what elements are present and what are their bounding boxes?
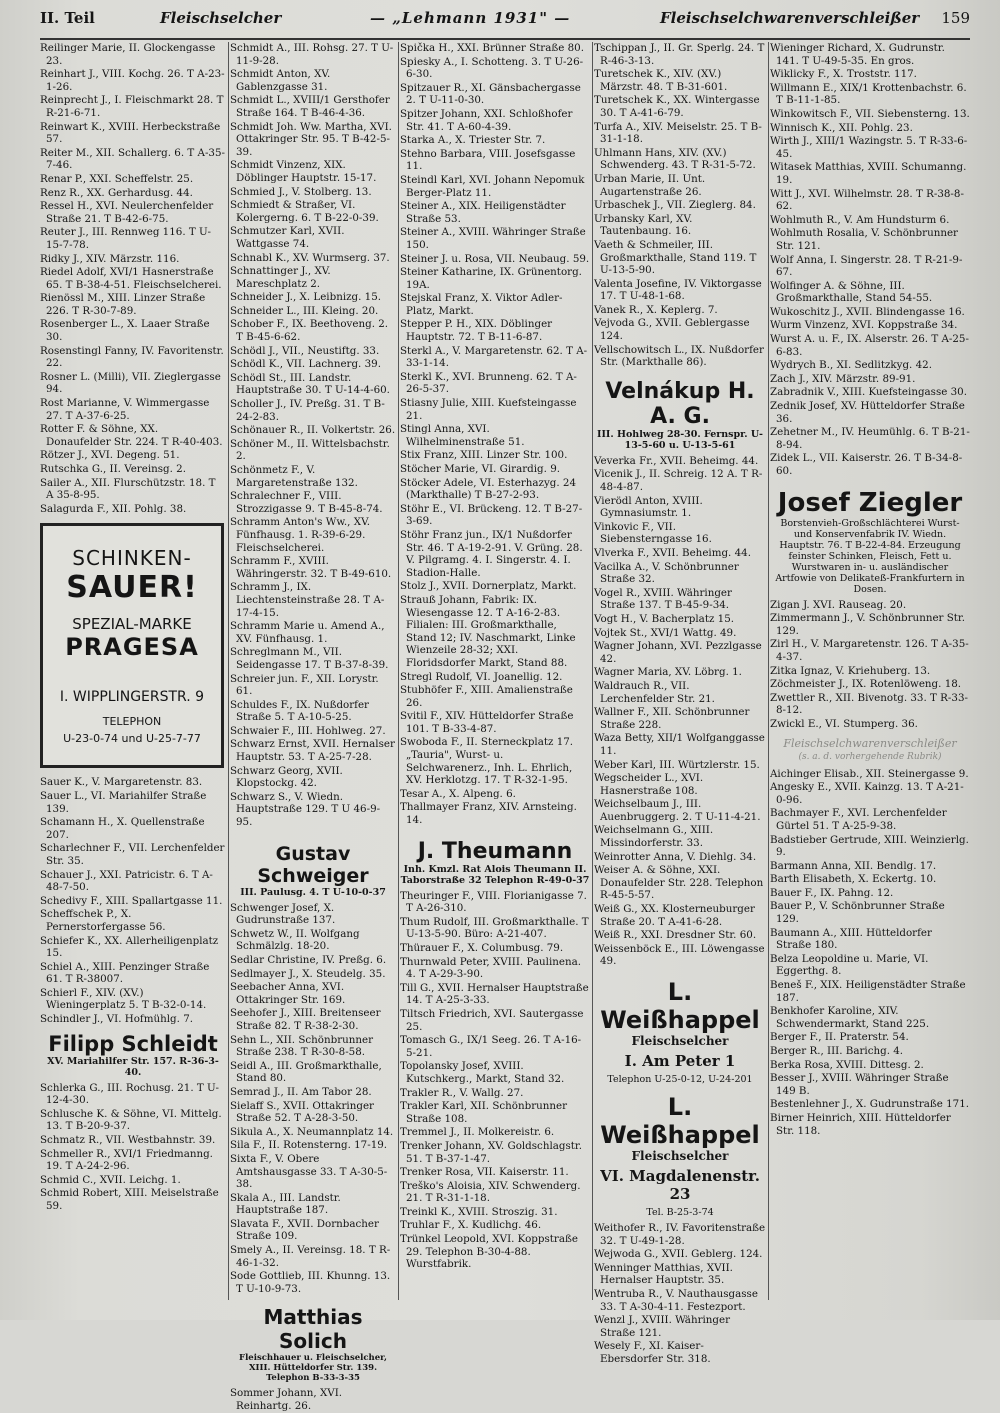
directory-entry: Zidek L., VII. Kaiserstr. 26. T B-34-8-60.: [770, 452, 963, 477]
directory-entry: Belza Leopoldine u. Marie, VI. Eggerthg. 8.: [770, 952, 929, 978]
page-header: [40, 6, 970, 36]
directory-entry: Urbaschek J., VII. Zieglerg. 84.: [594, 199, 756, 212]
directory-entry: Schmiedt & Straßer, VI. Kolergerng. 6. T B-22-0-39.: [230, 199, 379, 224]
directory-entry: Smely A., II. Vereinsg. 18. T R-46-1-32.: [230, 1244, 391, 1269]
directory-entry: Schamann H., X. Quellenstraße 207.: [40, 816, 205, 841]
directory-entry: Rienössl M., XIII. Linzer Straße 226. T R-30-7-89.: [40, 292, 206, 317]
directory-entry: Steiner J. u. Rosa, VII. Neubaug. 59.: [400, 252, 590, 265]
directory-entry: Salagurda F., XII. Pohlg. 38.: [40, 502, 187, 515]
directory-entry: Vogel R., XVIII. Währinger Straße 137. T B-45-9-34.: [594, 586, 732, 612]
column-5: [770, 42, 970, 1310]
directory-entry: Schnattinger J., XV. Mareschplatz 2.: [230, 265, 331, 290]
ad-weisshappel-1-phone: Telephon U-25-0-12, U-24-201: [607, 1074, 753, 1085]
directory-entry: Swoboda F., II. Sterneckplatz 17. „Tauria", Wurst- u. Selchwarenerz., Inh. L. Ehrlich, XV. Herklotzg. 17. T R-32-1-95.: [400, 736, 574, 787]
directory-entry: Birner Heinrich, XIII. Hütteldorfer Str. 118.: [770, 1111, 951, 1137]
ad-weisshappel-1-name: L. Weißhappel: [600, 978, 760, 1034]
directory-entry: Zöchmeister J., IX. Rotenlöweng. 18.: [770, 678, 962, 691]
directory-entry: Vierödl Anton, XVIII. Gymnasiumstr. 1.: [594, 494, 703, 520]
directory-entry: Stingl Anna, XVI. Wilhelminenstraße 51.: [400, 423, 525, 448]
directory-entry: Treinkl K., XVIII. Stroszig. 31.: [400, 1205, 558, 1218]
directory-entry: Valenta Josefine, IV. Viktorgasse 17. T U-48-1-68.: [594, 277, 762, 303]
directory-entry: Reuter J., III. Rennweg 116. T U-15-7-78.: [40, 226, 211, 251]
ad-line: SPEZIAL-MARKE: [72, 615, 192, 634]
directory-entry: Benkhofer Karoline, XIV. Schwendermarkt, Stand 225.: [770, 1005, 930, 1030]
directory-entry: Weichselmann G., XIII. Missindorferstr. 33.: [594, 824, 714, 850]
directory-entry: Schwarz Georg, XVII. Klopstockg. 42.: [230, 764, 343, 790]
ad-weisshappel-2-address: VI. Magdalenenstr. 23: [600, 1167, 760, 1203]
directory-entry: Sauer L., VI. Mariahilfer Straße 139.: [40, 789, 207, 815]
ad-solich-name: Matthias Solich: [263, 1305, 363, 1354]
directory-entry: Winnisch K., XII. Pohlg. 23.: [770, 121, 913, 134]
directory-entry: Schreier jun. F., XII. Lorystr. 61.: [230, 672, 379, 698]
directory-entry: Trakler R., V. Wallg. 27.: [400, 1086, 524, 1099]
directory-entry: Wentruba R., V. Nauthausgasse 33. T A-30-4-11. Festezport.: [594, 1287, 758, 1313]
directory-entry: Tremmel J., II. Molkereistr. 6.: [400, 1126, 555, 1139]
directory-entry: Reiter M., XII. Schallerg. 6. T A-35-7-46.: [40, 146, 226, 172]
directory-entry: Tesar A., X. Alpeng. 6.: [400, 787, 516, 800]
directory-entry: Trenker Johann, XV. Goldschlagstr. 51. T B-37-1-47.: [400, 1139, 582, 1165]
directory-entry: Reinprecht J., I. Fleischmarkt 28. T R-21-6-71.: [40, 94, 224, 119]
directory-entry: Stix Franz, XIII. Linzer Str. 100.: [400, 449, 568, 462]
directory-entry: Schauer J., XXI. Patricistr. 6. T A-48-7-50.: [40, 868, 213, 894]
directory-entry: Barth Elisabeth, X. Eckertg. 10.: [770, 873, 937, 886]
ad-weisshappel-1-address: I. Am Peter 1: [624, 1052, 736, 1070]
directory-entry: Seebacher Anna, XVI. Ottakringer Str. 169.: [230, 981, 346, 1006]
directory-entry: Spička H., XXI. Brünner Straße 80.: [400, 42, 584, 54]
directory-entry: Weissenböck E., III. Löwengasse 49.: [594, 942, 765, 968]
directory-entry: Schedivy F., XIII. Spallartgasse 11.: [40, 894, 223, 907]
directory-entry: Ridky J., XIV. Märzstr. 116.: [40, 252, 180, 265]
directory-entry: Slavata F., XVII. Dornbacher Straße 109.: [230, 1217, 379, 1243]
directory-entry: Rosner L. (Milli), VII. Zieglergasse 94.: [40, 370, 221, 396]
directory-entry: Thürauer F., X. Columbusg. 79.: [400, 942, 564, 954]
directory-entry: Wegscheider L., XVI. Hasnerstraße 108.: [594, 772, 704, 797]
ad-weisshappel-2-phone: Tel. B-25-3-74: [646, 1207, 714, 1218]
header-rule: [40, 38, 970, 40]
ad-line: SAUER!: [66, 570, 198, 606]
directory-entry: Stepper P. H., XIX. Döblinger Hauptstr. 72. T B-11-6-87.: [400, 318, 553, 344]
directory-entry: Stehno Barbara, VIII. Josefsgasse 11.: [400, 147, 576, 173]
directory-entry: Schödl J., VII., Neustiftg. 33.: [230, 344, 380, 357]
directory-entry: Ressel H., XVI. Neulerchenfelder Straße 21. T B-42-6-75.: [40, 200, 214, 225]
directory-entry: Badstieber Gertrude, XIII. Weinzierlg. 9.: [770, 833, 969, 859]
ad-line: TELEPHON: [102, 715, 162, 729]
directory-entry: Renz R., XX. Gerhardusg. 44.: [40, 186, 193, 199]
directory-entry: Theuringer F., VIII. Florianigasse 7. T A-26-310.: [400, 889, 587, 915]
ad-schweiger-address: III. Paulusg. 4. T U-10-0-37: [240, 886, 386, 898]
directory-entry: Sixta F., V. Obere Amtshausgasse 33. T A-30-5-38.: [230, 1152, 388, 1191]
directory-entry: Sikula A., X. Neumannplatz 14.: [230, 1125, 394, 1138]
directory-entry: Berka Rosa, XVIII. Dittesg. 2.: [770, 1058, 924, 1071]
ad-theumann-address: Inh. Kmzl. Rat Alois Theumann II. Taborstraße 32 Telephon R-49-0-37: [400, 863, 590, 886]
directory-entry: Wagner Johann, XVI. Pezzlgasse 42.: [594, 640, 762, 665]
column-1: [40, 42, 226, 1310]
directory-entry: Schuldes F., IX. Nußdorfer Straße 5. T A-10-5-25.: [230, 698, 369, 724]
directory-entry: Spitzauer R., XI. Gänsbachergasse 2. T U-11-0-30.: [400, 81, 581, 107]
page-number: 159: [941, 9, 970, 27]
directory-entry: Stolz J., XVII. Dornerplatz, Markt.: [400, 580, 577, 593]
directory-entry: Schramm J., IX. Liechtensteinstraße 28. T A-17-4-15.: [230, 581, 385, 619]
directory-entry: Stöhr E., VI. Brückeng. 12. T B-27-3-69.: [400, 502, 583, 528]
directory-entry: Zirl H., V. Margaretenstr. 126. T A-35-4-37.: [770, 638, 969, 663]
directory-entry: Stöcher Marie, VI. Girardig. 9.: [400, 463, 561, 475]
directory-entry: Weichselbaum J., III. Auenbruggerg. 2. T U-11-4-21.: [594, 798, 761, 823]
directory-entry: Schober F., IX. Beethoveng. 2. T B-45-6-62.: [230, 318, 389, 344]
directory-entry: Vogt H., V. Bacherplatz 15.: [594, 612, 735, 625]
directory-entry: Schöner M., II. Wittelsbachstr. 2.: [230, 437, 390, 463]
directory-entry: Vaeth & Schmeiler, III. Großmarkthalle, Stand 119. T U-13-5-90.: [594, 238, 757, 277]
ad-weisshappel-2-trade: Fleischselcher: [631, 1149, 729, 1163]
directory-entry: Beneš F., XIX. Heiligenstädter Straße 187.: [770, 979, 966, 1004]
directory-entry: Vacilka A., V. Schönbrunner Straße 32.: [594, 560, 739, 586]
directory-entry: Berger F., II. Praterstr. 54.: [770, 1031, 909, 1044]
directory-entry: Schmied J., V. Stolberg. 13.: [230, 185, 372, 198]
directory-entry: Seehofer J., XIII. Breitenseer Straße 82. T R-38-2-30.: [230, 1007, 381, 1032]
directory-entry: Stöhr Franz jun., IX/1 Nußdorfer Str. 46. T A-19-2-91. V. Grüng. 28. V. Pilgramg. 4. I. Singerstr. 4. I. Stadion-Halle.: [400, 528, 583, 579]
directory-entry: Stejskal Franz, X. Viktor Adler-Platz, Markt.: [400, 292, 563, 317]
directory-entry: Winkowitsch F., VII. Siebensterng. 13.: [770, 107, 970, 120]
directory-entry: Sode Gottlieb, III. Khunng. 13. T U-10-9-73.: [230, 1270, 391, 1295]
directory-entry: Rutschka G., II. Vereinsg. 2.: [40, 463, 186, 475]
directory-entry: Vojtek St., XVI/1 Wattg. 49.: [594, 626, 737, 639]
directory-entry: Steiner Katharine, IX. Grünentorg. 19A.: [400, 266, 582, 291]
directory-entry: Schneider J., X. Leibnizg. 15.: [230, 291, 382, 304]
directory-entry: Zwettler R., XII. Bivenotg. 33. T R-33-8-12.: [770, 691, 968, 717]
directory-entry: Schödl K., VII. Lachnerg. 39.: [230, 358, 381, 371]
directory-entry: Aichinger Elisab., XII. Steinergasse 9.: [770, 767, 969, 780]
directory-entry: Schwenger Josef, X. Gudrunstraße 137.: [230, 901, 336, 927]
directory-entry: Thallmayer Franz, XIV. Arnsteing. 14.: [400, 801, 577, 827]
directory-entry: Starka A., X. Triester Str. 7.: [400, 134, 546, 147]
ad-solich-address: Fleischhauer u. Fleischselcher, XIII. Hütteldorfer Str. 139. Telephon B-33-3-35: [239, 1353, 387, 1384]
directory-entry: Willmann E., XIX/1 Krottenbachstr. 6. T B-11-1-85.: [770, 81, 967, 107]
directory-entry: Zednik Josef, XV. Hütteldorfer Straße 36.: [770, 400, 965, 425]
directory-entry: Rotter F. & Söhne, XX. Donaufelder Str. 224. T R-40-403.: [40, 423, 223, 448]
column-4: [594, 42, 766, 1365]
directory-entry: Wukoschitz J., XVII. Blindengasse 16.: [770, 305, 965, 318]
directory-entry: Trünkel Leopold, XVI. Koppstraße 29. Telephon B-30-4-88. Wurstfabrik.: [400, 1233, 578, 1271]
directory-entry: Sielaff S., XVII. Ottakringer Straße 52. T A-28-3-50.: [230, 1099, 374, 1125]
ad-ziegler-description: Borstenvieh-Großschlächterei Wurst- und Konservenfabrik IV. Wiedn. Hauptstr. 76. T B-22-4-84. Erzeugung feinster Schinken, Fleisch, Fett u. Wurstwaren in- u. ausländischer Artfowie von Delikateß-Frankfurtern in Dosen.: [775, 517, 965, 595]
directory-entry: Topolansky Josef, XVIII. Kutschkerg., Markt, Stand 32.: [400, 1060, 565, 1085]
directory-entry: Schindler J., VI. Hofmühlg. 7.: [40, 1013, 194, 1026]
directory-entry: Weiß R., XXI. Dresdner Str. 60.: [594, 929, 757, 942]
section-heading: Fleischselchwarenverschleißer: [783, 736, 957, 750]
ad-schleidt-name: Filipp Schleidt: [48, 1031, 218, 1056]
directory-entry: Schneider L., III. Kleing. 20.: [230, 304, 379, 317]
directory-entry: Schwarz S., V. Wiedn. Hauptstraße 129. T U 46-9-95.: [230, 790, 381, 829]
directory-entry: Schnabl K., XV. Wurmserg. 37.: [230, 251, 390, 264]
directory-entry: Sehn L., XII. Schönbrunner Straße 238. T R-30-8-58.: [230, 1033, 374, 1059]
directory-entry: Schmid Robert, XIII. Meiselstraße 59.: [40, 1187, 219, 1212]
directory-entry: Sommer Johann, XVI. Reinhartg. 26.: [230, 1387, 343, 1413]
directory-entry: Schlusche K. & Söhne, VI. Mittelg. 13. T B-20-9-37.: [40, 1107, 222, 1133]
directory-entry: Uhlmann Hans, XIV. (XV.) Schwenderg. 43. T R-31-5-72.: [594, 146, 756, 172]
directory-entry: Besser J., XVIII. Währinger Straße 149 B.: [770, 1072, 949, 1097]
directory-entry: Rötzer J., XVI. Degeng. 51.: [40, 449, 180, 462]
directory-entry: Weiser A. & Söhne, XXI. Donaufelder Str. 228. Telephon R-45-5-57.: [594, 864, 764, 902]
directory-entry: Bestenlehner J., X. Gudrunstraße 171.: [770, 1098, 970, 1111]
ad-velnakup-name: Velnákup H. A. G.: [605, 378, 755, 429]
directory-entry: Schmidt L., XVIII/1 Gersthofer Straße 164. T B-46-4-36.: [230, 94, 390, 119]
directory-entry: Steiner A., XIX. Heiligenstädter Straße 53.: [400, 200, 566, 225]
directory-entry: Wolfinger A. & Söhne, III. Großmarkthalle, Stand 54-55.: [770, 279, 933, 305]
directory-entry: Schwetz W., II. Wolfgang Schmälzlg. 18-20.: [230, 927, 360, 953]
directory-entry: Trenker Rosa, VII. Kaiserstr. 11.: [400, 1166, 569, 1179]
column-divider: [768, 42, 769, 1300]
ad-velnakup-address: III. Hohlweg 28-30. Fernspr. U-13-5-60 u. U-13-5-61: [597, 428, 763, 451]
directory-entry: Rosenberger L., X. Laaer Straße 30.: [40, 318, 210, 344]
directory-entry: Seidl A., III. Großmarkthalle, Stand 80.: [230, 1059, 382, 1085]
directory-entry: Schödl St., III. Landstr. Hauptstraße 30. T U-14-4-60.: [230, 371, 390, 397]
directory-entry: Schmidt Vinzenz, XIX. Döblinger Hauptstr. 15-17.: [230, 159, 377, 184]
directory-entry: Renar P., XXI. Scheffelstr. 25.: [40, 172, 194, 185]
directory-entry: Baumann A., XIII. Hütteldorfer Straße 180.: [770, 926, 932, 952]
directory-entry: Spiesky A., I. Schotteng. 3. T U-26-6-30.: [400, 55, 584, 81]
directory-entry: Bauer P., V. Schönbrunner Straße 129.: [770, 900, 945, 926]
directory-entry: Veverka Fr., XVII. Beheimg. 44.: [594, 454, 759, 467]
directory-entry: Sedlar Christine, IV. Preßg. 6.: [230, 954, 387, 966]
directory-entry: Bachmayer F., XVI. Lerchenfelder Gürtel 51. T A-25-9-38.: [770, 807, 947, 832]
directory-entry: Bauer F., IX. Pahng. 12.: [770, 886, 894, 899]
directory-entry: Schönmetz F., V. Margaretenstraße 132.: [230, 464, 358, 489]
directory-entry: Till G., XVII. Hernalser Hauptstraße 14. T A-25-3-33.: [400, 981, 589, 1007]
column-divider: [228, 42, 229, 1300]
directory-entry: Wieninger Richard, X. Gudrunstr. 141. T U-49-5-35. En gros.: [770, 42, 945, 67]
directory-entry: Barmann Anna, XII. Bendlg. 17.: [770, 859, 937, 872]
directory-entry: Thurnwald Peter, XVIII. Paulinenа. 4. T A-29-3-90.: [400, 955, 582, 981]
directory-entry: Turetschek K., XIV. (XV.) Märzstr. 48. T B-31-601.: [594, 68, 728, 93]
directory-entry: Tomasch G., IX/1 Seeg. 26. T A-16-5-21.: [400, 1034, 582, 1059]
header-section-next: Fleischselchwarenverschleißer: [660, 9, 920, 27]
column-divider: [398, 42, 399, 1300]
directory-entry: Rosenstingl Fanny, IV. Favoritenstr. 22.: [40, 344, 224, 370]
directory-entry: Wejwoda G., XVII. Geblerg. 124.: [594, 1248, 763, 1261]
directory-entry: Rost Marianne, V. Wimmergasse 27. T A-37-6-25.: [40, 397, 210, 422]
ad-line: U-23-0-74 und U-25-7-77: [63, 732, 201, 746]
directory-entry: Wesely F., XI. Kaiser-Ebersdorfer Str. 318.: [594, 1340, 711, 1365]
directory-entry: Scheffschek P., X. Pernerstorfergasse 56.: [40, 908, 166, 933]
directory-entry: Stregl Rudolf, VI. Joanellig. 12.: [400, 670, 563, 683]
directory-entry: Tschippan J., II. Gr. Sperlg. 24. T R-46-3-13.: [594, 42, 765, 67]
directory-entry: Stöcker Adele, VI. Esterhazyg. 24 (Markthalle) T B-27-2-93.: [400, 476, 576, 502]
directory-entry: Weber Karl, III. Würtzlerstr. 15.: [594, 758, 760, 771]
directory-entry: Stubhöfer F., XIII. Amalienstraße 26.: [400, 684, 573, 709]
column-2: [230, 42, 396, 1413]
directory-entry: Schreglmann M., VII. Seidengasse 17. T B-37-8-39.: [230, 646, 389, 671]
header-part: II. Teil: [40, 9, 95, 27]
directory-entry: Wenzl J., XVIII. Währinger Straße 121.: [594, 1314, 731, 1339]
directory-entry: Thum Rudolf, III. Großmarkthalle. T U-13-5-90. Büro: A-21-407.: [400, 915, 589, 941]
column-divider: [592, 42, 593, 1300]
ad-theumann-name: J. Theumann: [417, 838, 573, 864]
directory-entry: Schmeller R., XVI/1 Friedmanng. 19. T A-24-2-96.: [40, 1147, 213, 1173]
directory-entry: Sterkl K., XVI. Brunneng. 62. T A-26-5-37.: [400, 370, 577, 396]
directory-entry: Scharlechner F., VII. Lerchenfelder Str. 35.: [40, 842, 225, 867]
directory-entry: Schwaier F., III. Hohlweg. 27.: [230, 724, 386, 737]
directory-entry: Witt J., XVI. Wilhelmstr. 28. T R-38-8-62.: [770, 187, 964, 213]
ad-weisshappel-2-name: L. Weißhappel: [600, 1093, 760, 1149]
directory-entry: Wagner Maria, XV. Löbrg. 1.: [594, 666, 742, 679]
directory-entry: Steindl Karl, XVI. Johann Nepomuk Berger-Platz 11.: [400, 173, 585, 199]
directory-entry: Witasek Matthias, XVIII. Schumanng. 19.: [770, 161, 967, 186]
directory-entry: Waldrauch R., VII. Lerchenfelder Str. 21.: [594, 679, 715, 705]
directory-entry: Urbansky Karl, XV. Tautenbaung. 16.: [594, 212, 693, 238]
directory-entry: Schmutzer Karl, XVII. Wattgasse 74.: [230, 225, 345, 250]
directory-entry: Reinhart J., VIII. Kochg. 26. T A-23-1-26.: [40, 68, 225, 93]
directory-entry: Zigan J. XVI. Rauseag. 20.: [770, 598, 907, 611]
directory-entry: Vellschowitsch L., IX. Nußdorfer Str. (Markthalle 86).: [594, 343, 764, 369]
section-note: (s. a. d. vorhergehende Rubrik): [798, 751, 942, 762]
ad-schweiger-name: Gustav Schweiger: [257, 842, 369, 887]
directory-entry: Waza Betty, XII/1 Wolfganggasse 11.: [594, 732, 765, 757]
directory-entry: Trakler Karl, XII. Schönbrunner Straße 108.: [400, 1100, 568, 1125]
directory-entry: Wolf Anna, I. Singerstr. 28. T R-21-9-67.: [770, 253, 963, 279]
directory-entry: Schwarz Ernst, XVII. Hernalser Hauptstr. 53. T A-25-7-28.: [230, 738, 395, 764]
header-title: — „Lehmann 1931" —: [370, 9, 571, 27]
directory-entry: Wohlmuth Rosalia, V. Schönbrunner Str. 121.: [770, 227, 958, 252]
ad-weisshappel-1-trade: Fleischselcher: [631, 1034, 729, 1048]
directory-entry: Schramm Marie u. Amend A., XV. Fünfhausg. 1.: [230, 620, 385, 645]
directory-entry: Spitzer Johann, XXI. Schloßhofer Str. 41. T A-60-4-39.: [400, 107, 573, 133]
directory-entry: Skala A., III. Landstr. Hauptstraße 187.: [230, 1191, 341, 1217]
directory-entry: Schramm F., XVIII. Währingerstr. 32. T B-49-610.: [230, 555, 392, 580]
ad-schinken-sauer: [40, 523, 224, 768]
directory-entry: Sterkl A., V. Margaretenstr. 62. T A-33-1-14.: [400, 344, 588, 370]
directory-entry: Weinrotter Anna, V. Diehlg. 34.: [594, 850, 757, 863]
directory-entry: Wallner F., XII. Schönbrunner Straße 228.: [594, 706, 750, 731]
directory-entry: Stiasny Julie, XIII. Kuefsteingasse 21.: [400, 397, 577, 422]
directory-entry: Sauer K., V. Margaretenstr. 83.: [40, 776, 203, 789]
directory-entry: Schiel A., XIII. Penzinger Straße 61. T R-38007.: [40, 960, 210, 986]
directory-entry: Scholler J., IV. Preßg. 31. T B-24-2-83.: [230, 398, 385, 423]
directory-entry: Strauß Johann, Fabrik: IX. Wiesengasse 12. T A-16-2-83. Filialen: III. Großmarkthalle, Stand 12; IV. Naschmarkt, Linke Wienzeile 28-32; XXI. Floridsdorfer Markt, Stand 88.: [400, 593, 576, 669]
directory-entry: Wurst A. u. F., IX. Alserstr. 26. T A-25-6-83.: [770, 333, 969, 358]
directory-entry: Sailer A., XII. Flurschützstr. 18. T A 35-8-95.: [40, 476, 216, 502]
directory-entry: Vinkovic F., VII. Siebensterngasse 16.: [594, 520, 712, 546]
directory-entry: Schmatz R., VII. Westbahnstr. 39.: [40, 1134, 216, 1147]
directory-entry: Wirth J., XIII/1 Wazingstr. 5. T R-33-6-45.: [770, 135, 968, 160]
directory-entry: Zach J., XIV. Märzstr. 89-91.: [770, 372, 916, 385]
directory-entry: Vicenik J., II. Schreig. 12 A. T R-48-4-87.: [594, 468, 763, 494]
directory-entry: Schönauer R., II. Volkertstr. 26.: [230, 424, 396, 437]
directory-entry: Angesky E., XVII. Kainzg. 13. T A-21-0-96.: [770, 781, 964, 806]
directory-entry: Urban Marie, II. Unt. Augartenstraße 26.: [594, 172, 706, 198]
directory-entry: Sila F., II. Rotensterng. 17-19.: [230, 1139, 388, 1152]
directory-entry: Schralechner F., VIII. Strozzigasse 9. T B-45-8-74.: [230, 490, 383, 515]
directory-entry: Steiner A., XVIII. Währinger Straße 150.: [400, 226, 586, 251]
directory-entry: Riedel Adolf, XVI/1 Hasnerstraße 65. T B-38-4-51. Fleischselcherei.: [40, 266, 222, 291]
directory-entry: Schmidt Joh. Ww. Martha, XVI. Ottakringer Str. 95. T B-42-5-39.: [230, 120, 392, 158]
directory-entry: Schmid C., XVII. Leichg. 1.: [40, 1173, 181, 1186]
directory-entry: Zwickl E., VI. Stumperg. 36.: [770, 717, 918, 730]
directory-entry: Schlerka G., III. Rochusg. 21. T U-12-4-30.: [40, 1081, 220, 1107]
directory-entry: Semrad J., II. Am Tabor 28.: [230, 1085, 372, 1098]
directory-entry: Zimmermann J., V. Schönbrunner Str. 129.: [770, 612, 965, 637]
directory-entry: Berger R., III. Barichg. 4.: [770, 1045, 904, 1057]
directory-entry: Reinwart K., XVIII. Herbeckstraße 57.: [40, 120, 221, 146]
directory-entry: Wiklicky F., X. Troststr. 117.: [770, 68, 917, 81]
directory-entry: Zitka Ignaz, V. Kriehuberg. 13.: [770, 664, 931, 677]
directory-entry: Schmidt Anton, XV. Gablenzgasse 31.: [230, 68, 331, 93]
directory-entry: Weiß G., XX. Klosterneuburger Straße 20. T A-41-6-28.: [594, 903, 755, 928]
directory-entry: Reilinger Marie, II. Glockengasse 23.: [40, 42, 216, 67]
directory-entry: Turfa A., XIV. Meiselstr. 25. T B-31-1-18.: [594, 120, 762, 146]
directory-entry: Wydrych B., XI. Sedlitzkyg. 42.: [770, 359, 932, 372]
ad-schleidt-address: XV. Mariahilfer Str. 157. R-36-3-40.: [47, 1055, 219, 1078]
directory-entry: Schierl F., XIV. (XV.) Wieningerplatz 5. T B-32-0-14.: [40, 986, 207, 1012]
directory-entry: Schmidt A., III. Rohsg. 27. T U-11-9-28.: [230, 42, 394, 67]
directory-entry: Vejvoda G., XVII. Geblergasse 124.: [594, 317, 750, 343]
ad-line: PRAGESA: [65, 633, 199, 662]
directory-entry: Weithofer R., IV. Favoritenstraße 32. T U-49-1-28.: [594, 1222, 766, 1247]
directory-entry: Zehetner M., IV. Heumühlg. 6. T B-21-8-94.: [770, 426, 970, 451]
directory-entry: Vanek R., X. Keplerg. 7.: [594, 303, 718, 316]
ad-line: SCHINKEN-: [72, 546, 192, 571]
directory-entry: Vlverka F., XVII. Beheimg. 44.: [594, 547, 751, 559]
directory-entry: Turetschek K., XX. Wintergasse 30. T A-41-6-79.: [594, 94, 760, 119]
directory-entry: Wurm Vinzenz, XVI. Koppstraße 34.: [770, 319, 958, 332]
directory-entry: Zabradnik V., XIII. Kuefsteingasse 30.: [770, 386, 967, 399]
column-3: [400, 42, 590, 1310]
directory-entry: Schiefer K., XX. Allerheiligenplatz 15.: [40, 934, 219, 960]
directory-entry: Schramm Anton's Ww., XV. Fünfhausg. 1. R-39-6-29. Fleischselcherei.: [230, 516, 370, 554]
directory-entry: Wenninger Matthias, XVII. Hernalser Hauptstr. 35.: [594, 1261, 733, 1287]
ad-line: I. WIPPLINGERSTR. 9: [59, 689, 205, 706]
ad-ziegler-name: Josef Ziegler: [777, 487, 963, 518]
directory-entry: Treško's Aloisia, XIV. Schwenderg. 21. T R-31-1-18.: [400, 1179, 581, 1205]
header-section: Fleischselcher: [160, 9, 282, 27]
directory-entry: Wohlmuth R., V. Am Hundsturm 6.: [770, 213, 950, 226]
directory-entry: Truhlar F., X. Kudlichg. 46.: [400, 1219, 542, 1232]
directory-entry: Sedlmayer J., X. Steudelg. 35.: [230, 967, 386, 980]
directory-entry: Svitil F., XIV. Hütteldorfer Straße 101. T B-33-4-87.: [400, 710, 574, 735]
directory-entry: Tiltsch Friedrich, XVI. Sautergasse 25.: [400, 1007, 584, 1033]
